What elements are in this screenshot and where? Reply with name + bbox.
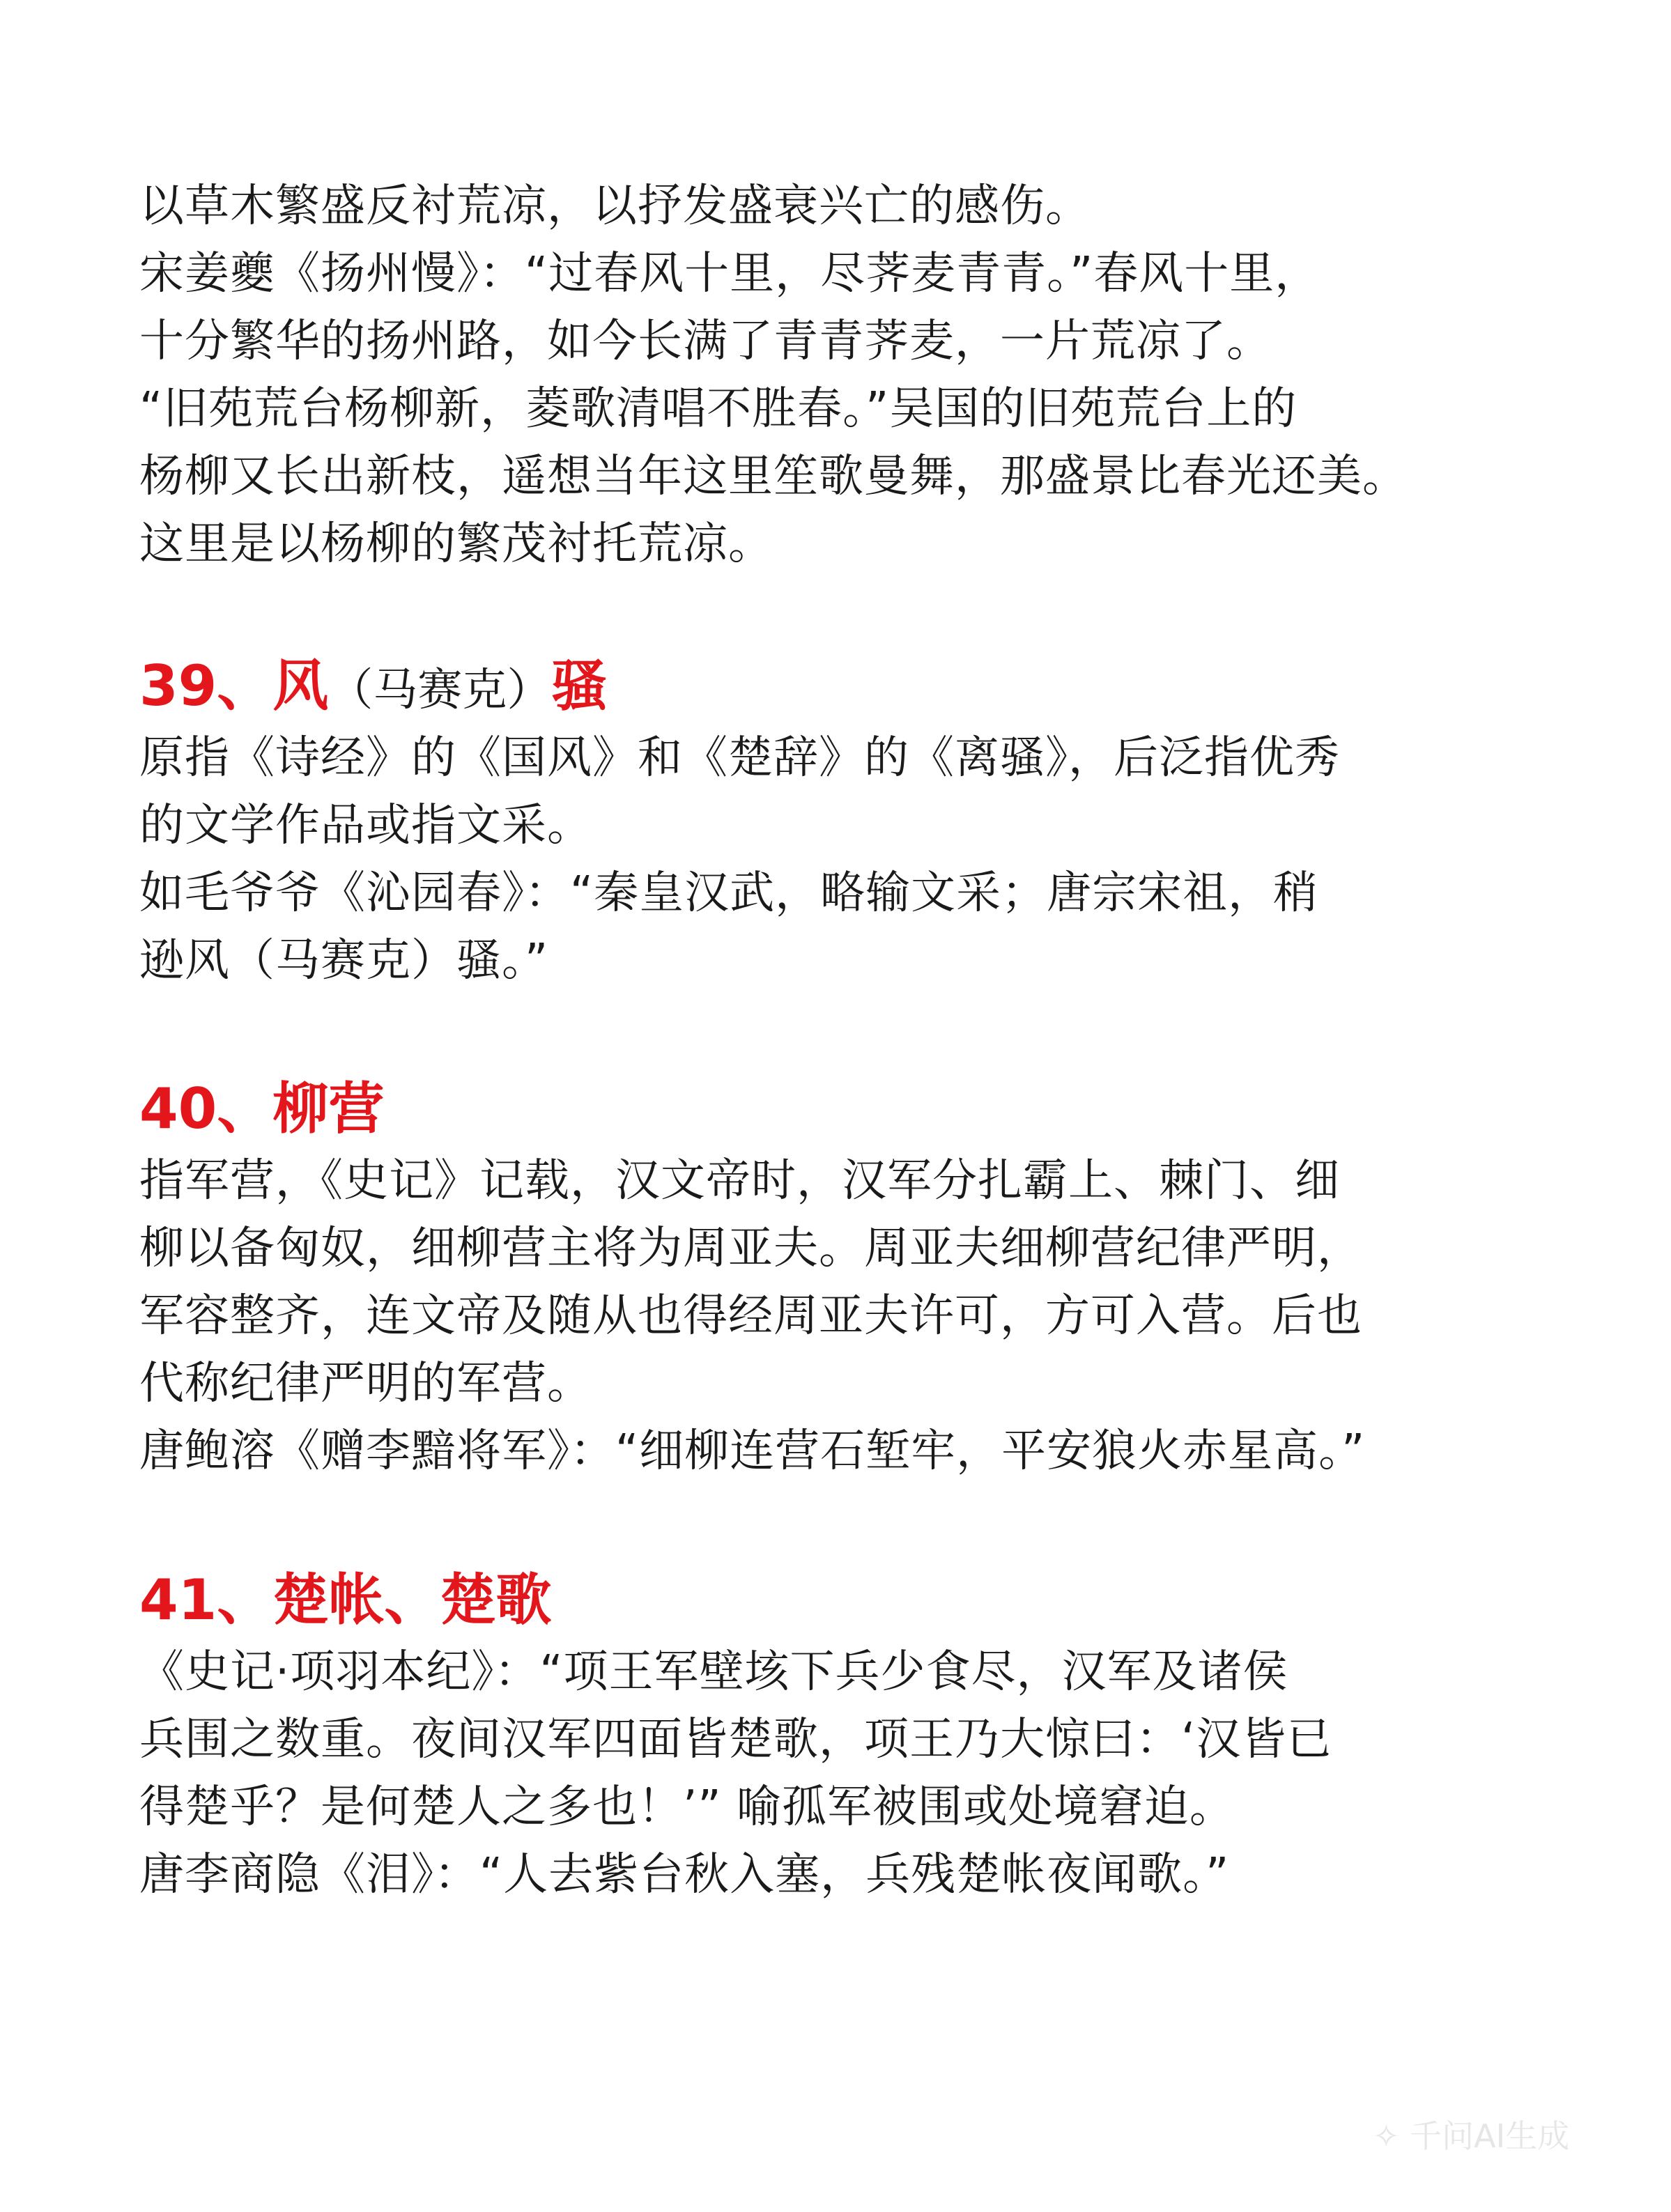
watermark-text: 千问AI生成 xyxy=(1410,2117,1570,2155)
text-line: 柳以备匈奴，细柳营主将为周亚夫。周亚夫细柳营纪律严明， xyxy=(139,1223,1362,1274)
text-line: 《史记·项羽本纪》：“项王军壁垓下兵少食尽，汉军及诸侯 xyxy=(139,1646,1288,1698)
text-line: 兵围之数重。夜间汉军四面皆楚歌，项王乃大惊曰：‘汉皆已 xyxy=(139,1714,1332,1765)
text-line: 逊风（马赛克）骚。” xyxy=(139,935,549,987)
watermark-logo-icon: ✧ xyxy=(1373,2117,1410,2155)
text-line: 指军营，《史记》记载，汉文帝时，汉军分扎霸上、棘门、细 xyxy=(139,1155,1340,1207)
text-line: 得楚乎？是何楚人之多也！’” 喻孤军被围或处境窘迫。 xyxy=(139,1781,1235,1833)
section-heading xyxy=(139,648,1540,725)
text-line: 十分繁华的扬州路，如今长满了青青荠麦，一片荒凉了。 xyxy=(139,316,1272,367)
heading-suffix: 骚 xyxy=(551,653,608,718)
section-39 xyxy=(139,648,1540,995)
heading-prefix: 39、风 xyxy=(139,653,329,718)
text-line: 的文学作品或指文采。 xyxy=(139,800,592,851)
text-line: 原指《诗经》的《国风》和《楚辞》的《离骚》，后泛指优秀 xyxy=(139,732,1340,784)
text-line: “旧苑荒台杨柳新，菱歌清唱不胜春。”吴国的旧苑荒台上的 xyxy=(139,383,1297,435)
section-41 xyxy=(139,1562,1540,1909)
heading-note: （马赛克） xyxy=(328,665,552,716)
text-line: 代称纪律严明的军营。 xyxy=(139,1358,592,1409)
text-line: 这里是以杨柳的繁茂衬托荒凉。 xyxy=(139,518,773,570)
intro-paragraph xyxy=(139,173,1540,578)
text-line: 军容整齐，连文帝及随从也得经周亚夫许可，方可入营。后也 xyxy=(139,1290,1362,1342)
text-line: 杨柳又长出新枝，遥想当年这里笙歌曼舞，那盛景比春光还美。 xyxy=(139,451,1408,502)
watermark xyxy=(1373,2111,1569,2157)
section-heading: 41、楚帐、楚歌 xyxy=(139,1568,552,1632)
text-line: 唐李商隐《泪》：“人去紫台秋入塞，兵残楚帐夜闻歌。” xyxy=(139,1849,1230,1901)
text-line: 宋姜夔《扬州慢》：“过春风十里，尽荠麦青青。”春风十里， xyxy=(139,248,1320,300)
text-line: 如毛爷爷《沁园春》：“秦皇汉武，略输文采；唐宗宋祖，稍 xyxy=(139,867,1319,919)
section-heading: 40、柳营 xyxy=(139,1076,385,1141)
text-line: 唐鲍溶《赠李黯将军》：“细柳连营石堑牢，平安狼火赤星高。” xyxy=(139,1425,1366,1477)
section-40 xyxy=(139,1071,1540,1485)
text-line: 以草木繁盛反衬荒凉，以抒发盛衰兴亡的感伤。 xyxy=(139,180,1091,232)
